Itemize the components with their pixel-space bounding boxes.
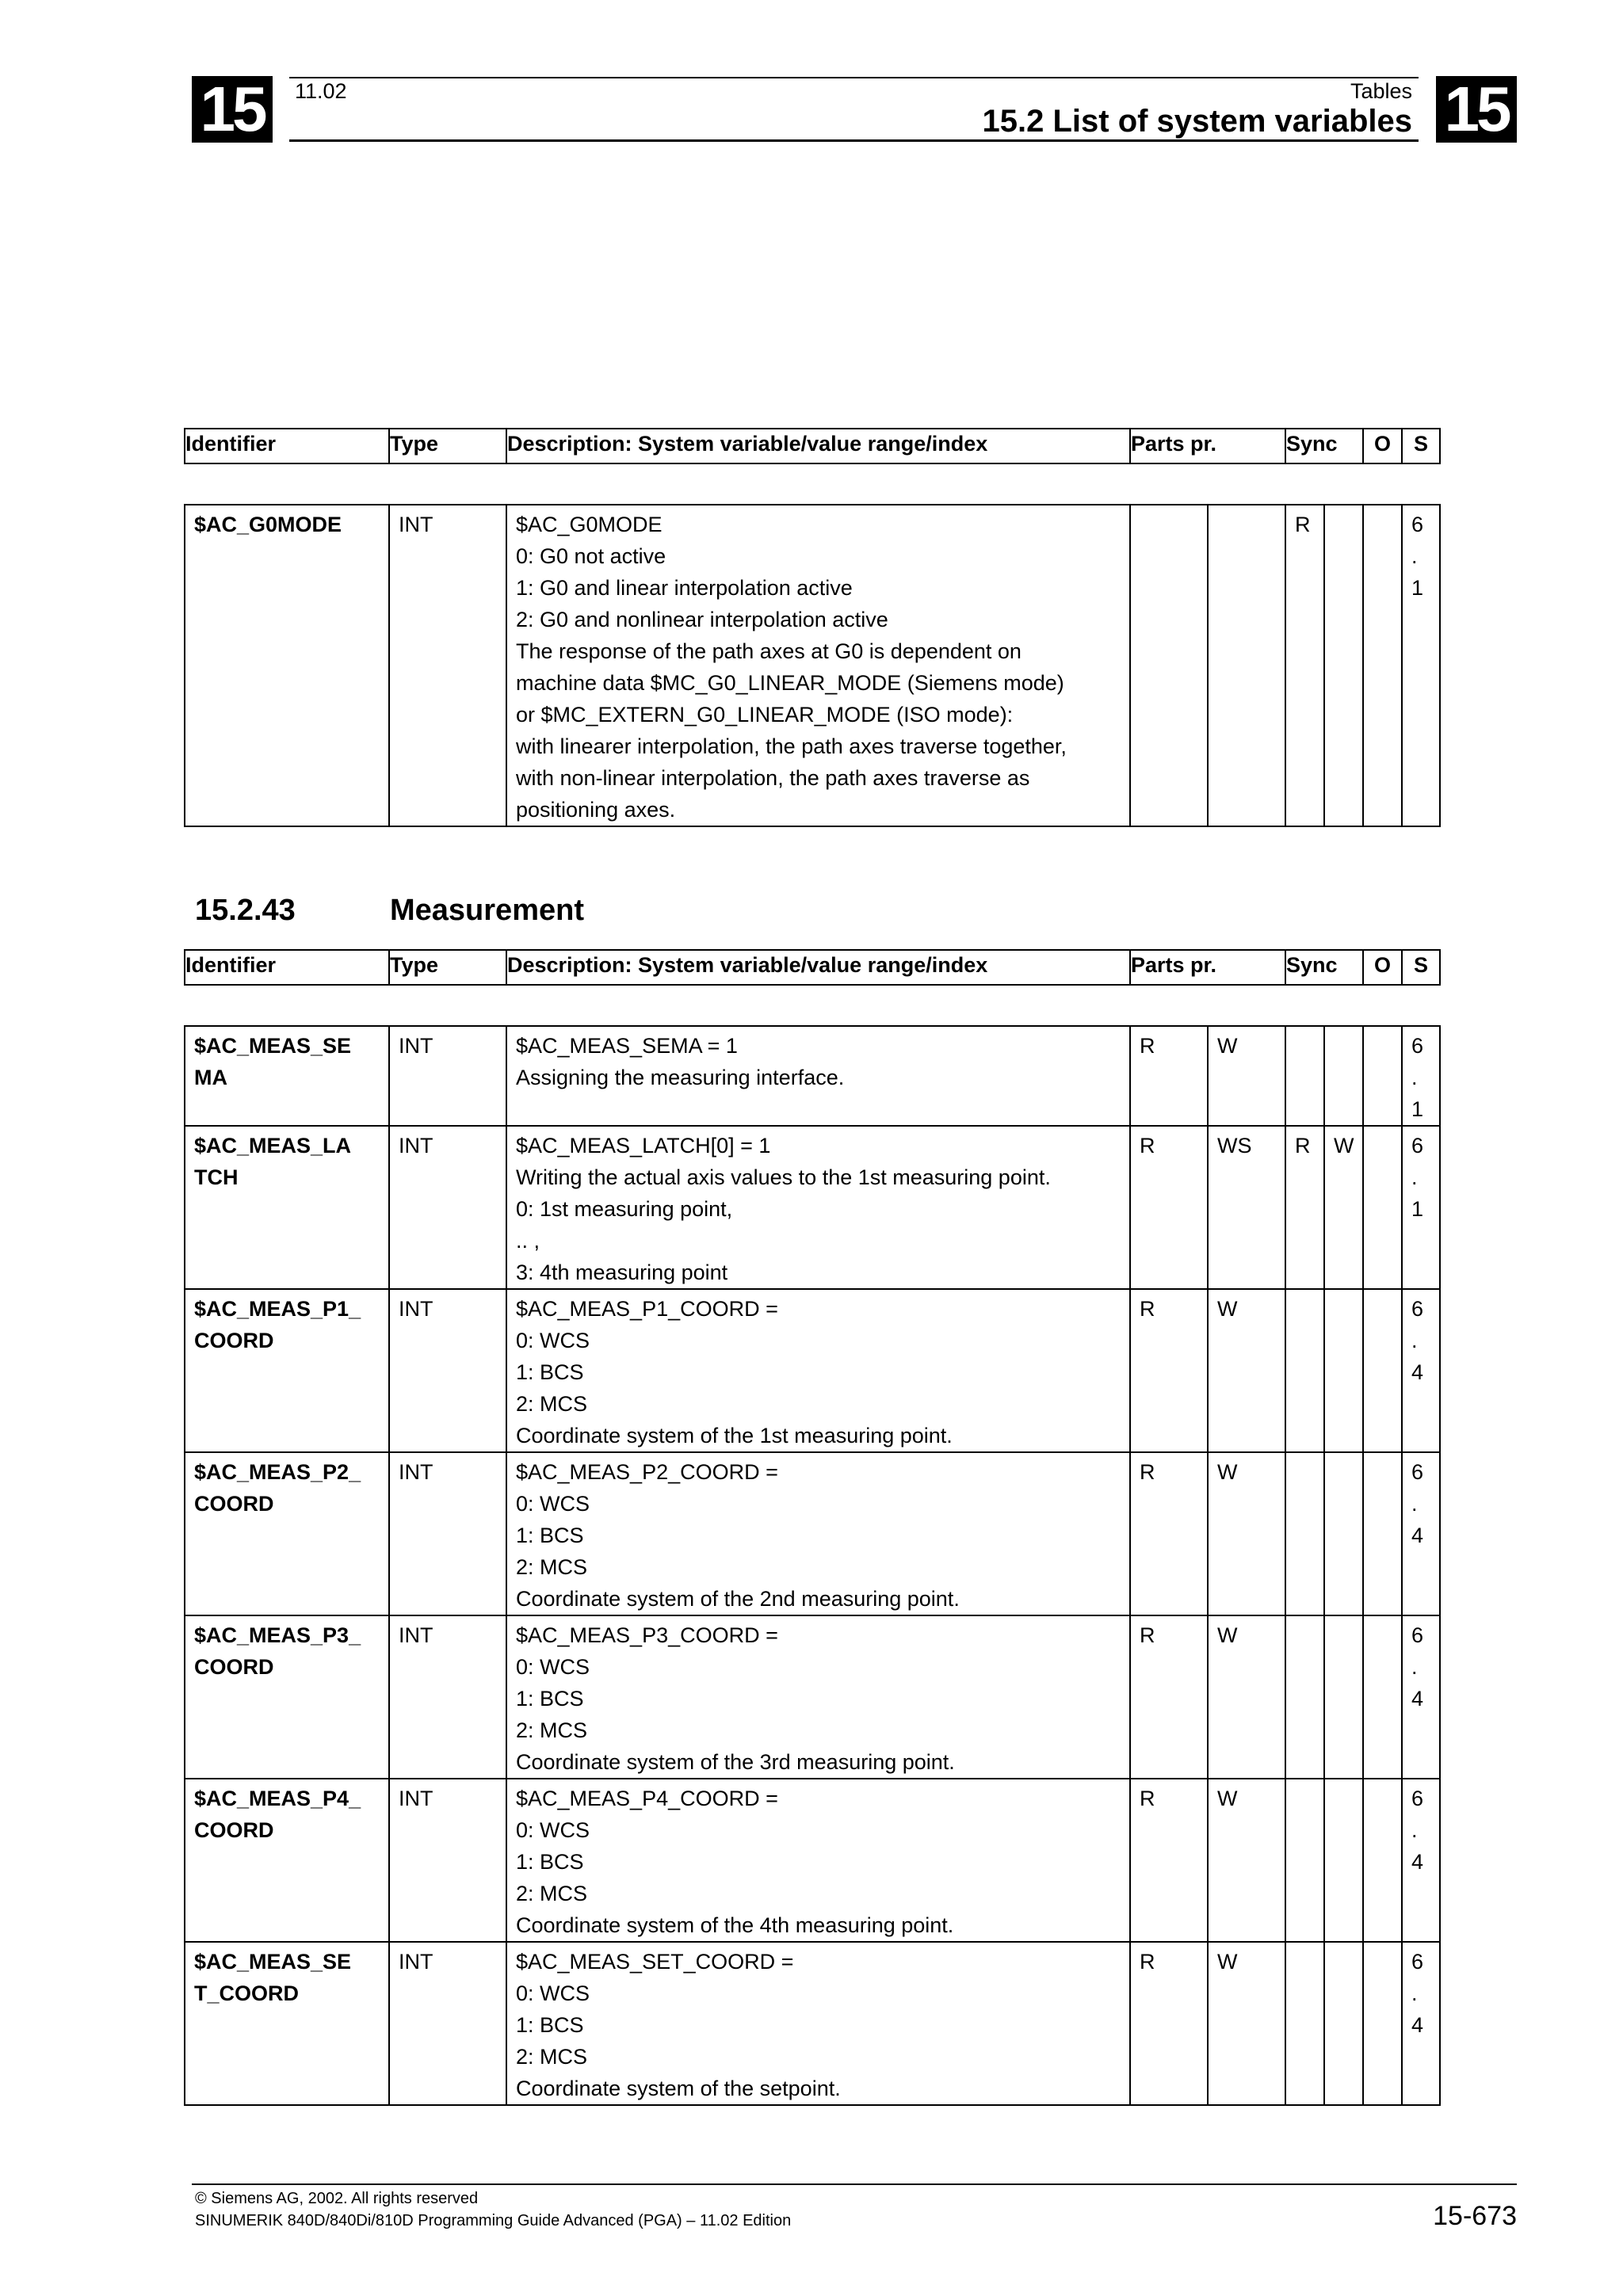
table-row	[185, 1779, 1440, 1942]
description-cell: $AC_MEAS_SEMA = 1 Assigning the measuring interface.	[516, 1034, 845, 1089]
header-date: 11.02	[295, 79, 347, 103]
s-cell: 6 . 1	[1411, 1134, 1424, 1221]
parts-cell-2: W	[1217, 1950, 1238, 1974]
o-cell	[1364, 1290, 1401, 1293]
sync-cell-2	[1325, 1616, 1362, 1619]
sync-cell-1	[1286, 1027, 1323, 1030]
section-title: Measurement	[390, 894, 584, 927]
sync-cell-1	[1286, 1943, 1323, 1946]
type-cell: INT	[399, 1460, 433, 1484]
identifier-cell: $AC_MEAS_P2_ COORD	[194, 1460, 361, 1516]
sync-cell-2	[1325, 1027, 1362, 1030]
header-section-label: Tables	[1350, 79, 1412, 103]
parts-cell-2	[1209, 505, 1285, 509]
col-o: O	[1363, 950, 1402, 985]
identifier-cell: $AC_MEAS_P4_ COORD	[194, 1787, 361, 1842]
footer-rule	[192, 2183, 1517, 2185]
table-row	[185, 1942, 1440, 2105]
o-cell	[1364, 1127, 1401, 1130]
col-s: S	[1402, 429, 1440, 463]
parts-cell-1	[1131, 505, 1207, 509]
header-bottom-rule	[289, 139, 1419, 142]
table-row	[185, 1289, 1440, 1452]
s-cell: 6 . 4	[1411, 1950, 1424, 2037]
s-cell: 6 . 4	[1411, 1297, 1424, 1384]
sync-cell-1	[1286, 1779, 1323, 1783]
col-s: S	[1402, 950, 1440, 985]
col-type: Type	[389, 429, 506, 463]
s-cell: 6 . 4	[1411, 1460, 1424, 1547]
parts-cell-2: W	[1217, 1297, 1238, 1321]
col-type: Type	[389, 950, 506, 985]
o-cell	[1364, 1027, 1401, 1030]
description-cell: $AC_G0MODE 0: G0 not active 1: G0 and linear interpolation active 2: G0 and nonlinear interpolation active The response of the path axes at G0 is dependent on machine data $MC_G0_LINEAR_MODE (Siemens mode) or $MC_EXTERN_G0_LINEAR_MODE (ISO mode): with linearer interpolation, the path axes traverse together, with non-linear interpolation, the path axes traverse as positioning axes.	[516, 513, 1067, 822]
sync-cell-1: R	[1295, 513, 1311, 536]
description-cell: $AC_MEAS_SET_COORD = 0: WCS 1: BCS 2: MCS Coordinate system of the setpoint.	[516, 1950, 841, 2100]
description-cell: $AC_MEAS_P3_COORD = 0: WCS 1: BCS 2: MCS Coordinate system of the 3rd measuring point.	[516, 1623, 955, 1774]
col-o: O	[1363, 429, 1402, 463]
col-sync: Sync	[1285, 429, 1363, 463]
parts-cell-2: W	[1217, 1460, 1238, 1484]
identifier-cell: $AC_MEAS_P3_ COORD	[194, 1623, 361, 1679]
sync-cell-2	[1325, 1943, 1362, 1946]
parts-cell-1: R	[1140, 1297, 1155, 1321]
col-identifier: Identifier	[185, 429, 389, 463]
sync-cell-1	[1286, 1453, 1323, 1456]
sync-cell-2	[1325, 1779, 1362, 1783]
table-row	[185, 1452, 1440, 1615]
s-cell: 6 . 1	[1411, 513, 1424, 600]
chapter-badge-right: 15	[1436, 76, 1517, 143]
col-description: Description: System variable/value range/index	[506, 950, 1130, 985]
o-cell	[1364, 1943, 1401, 1946]
type-cell: INT	[399, 1034, 433, 1058]
sync-cell-1	[1286, 1290, 1323, 1293]
parts-cell-1: R	[1140, 1950, 1155, 1974]
table2-header	[184, 949, 1441, 986]
description-cell: $AC_MEAS_P4_COORD = 0: WCS 1: BCS 2: MCS Coordinate system of the 4th measuring point.	[516, 1787, 954, 1937]
type-cell: INT	[399, 513, 433, 536]
sync-cell-2	[1325, 1453, 1362, 1456]
description-cell: $AC_MEAS_P2_COORD = 0: WCS 1: BCS 2: MCS Coordinate system of the 2nd measuring point.	[516, 1460, 960, 1611]
description-cell: $AC_MEAS_LATCH[0] = 1 Writing the actual axis values to the 1st measuring point. 0: 1st measuring point, .. , 3: 4th measuring point	[516, 1134, 1051, 1284]
section-number: 15.2.43	[195, 894, 296, 927]
parts-cell-2: W	[1217, 1787, 1238, 1810]
page-number: 15-673	[1433, 2201, 1517, 2231]
table-row	[185, 1615, 1440, 1779]
s-cell: 6 . 4	[1411, 1623, 1424, 1711]
footer-edition: SINUMERIK 840D/840Di/810D Programming Guide Advanced (PGA) – 11.02 Edition	[195, 2212, 792, 2229]
table1-body	[184, 504, 1441, 827]
table-row	[185, 1126, 1440, 1289]
footer-copyright: © Siemens AG, 2002. All rights reserved	[195, 2190, 479, 2207]
chapter-badge-left: 15	[192, 76, 273, 143]
sync-cell-1: R	[1295, 1134, 1311, 1158]
type-cell: INT	[399, 1134, 433, 1158]
identifier-cell: $AC_MEAS_SE T_COORD	[194, 1950, 352, 2005]
table-row	[185, 505, 1440, 826]
parts-cell-1: R	[1140, 1134, 1155, 1158]
parts-cell-1: R	[1140, 1623, 1155, 1647]
parts-cell-1: R	[1140, 1460, 1155, 1484]
o-cell	[1364, 1616, 1401, 1619]
o-cell	[1364, 505, 1401, 509]
identifier-cell: $AC_MEAS_P1_ COORD	[194, 1297, 361, 1352]
identifier-cell: $AC_G0MODE	[194, 513, 342, 536]
col-parts: Parts pr.	[1130, 429, 1285, 463]
parts-cell-2: W	[1217, 1623, 1238, 1647]
o-cell	[1364, 1453, 1401, 1456]
type-cell: INT	[399, 1950, 433, 1974]
type-cell: INT	[399, 1787, 433, 1810]
parts-cell-1: R	[1140, 1034, 1155, 1058]
parts-cell-2: WS	[1217, 1134, 1252, 1158]
parts-cell-1: R	[1140, 1787, 1155, 1810]
table1-header	[184, 428, 1441, 464]
s-cell: 6 . 1	[1411, 1034, 1424, 1121]
table-row	[185, 1026, 1440, 1126]
type-cell: INT	[399, 1623, 433, 1647]
o-cell	[1364, 1779, 1401, 1783]
sync-cell-2	[1325, 1290, 1362, 1293]
sync-cell-1	[1286, 1616, 1323, 1619]
table2-body	[184, 1025, 1441, 2106]
col-sync: Sync	[1285, 950, 1363, 985]
col-parts: Parts pr.	[1130, 950, 1285, 985]
type-cell: INT	[399, 1297, 433, 1321]
identifier-cell: $AC_MEAS_LA TCH	[194, 1134, 352, 1189]
page-title: 15.2 List of system variables	[982, 104, 1412, 139]
sync-cell-2: W	[1334, 1134, 1354, 1158]
parts-cell-2: W	[1217, 1034, 1238, 1058]
col-identifier: Identifier	[185, 950, 389, 985]
sync-cell-2	[1325, 505, 1362, 509]
col-description: Description: System variable/value range/index	[506, 429, 1130, 463]
identifier-cell: $AC_MEAS_SE MA	[194, 1034, 352, 1089]
header-top-rule	[289, 77, 1419, 78]
description-cell: $AC_MEAS_P1_COORD = 0: WCS 1: BCS 2: MCS Coordinate system of the 1st measuring point.	[516, 1297, 953, 1447]
s-cell: 6 . 4	[1411, 1787, 1424, 1874]
